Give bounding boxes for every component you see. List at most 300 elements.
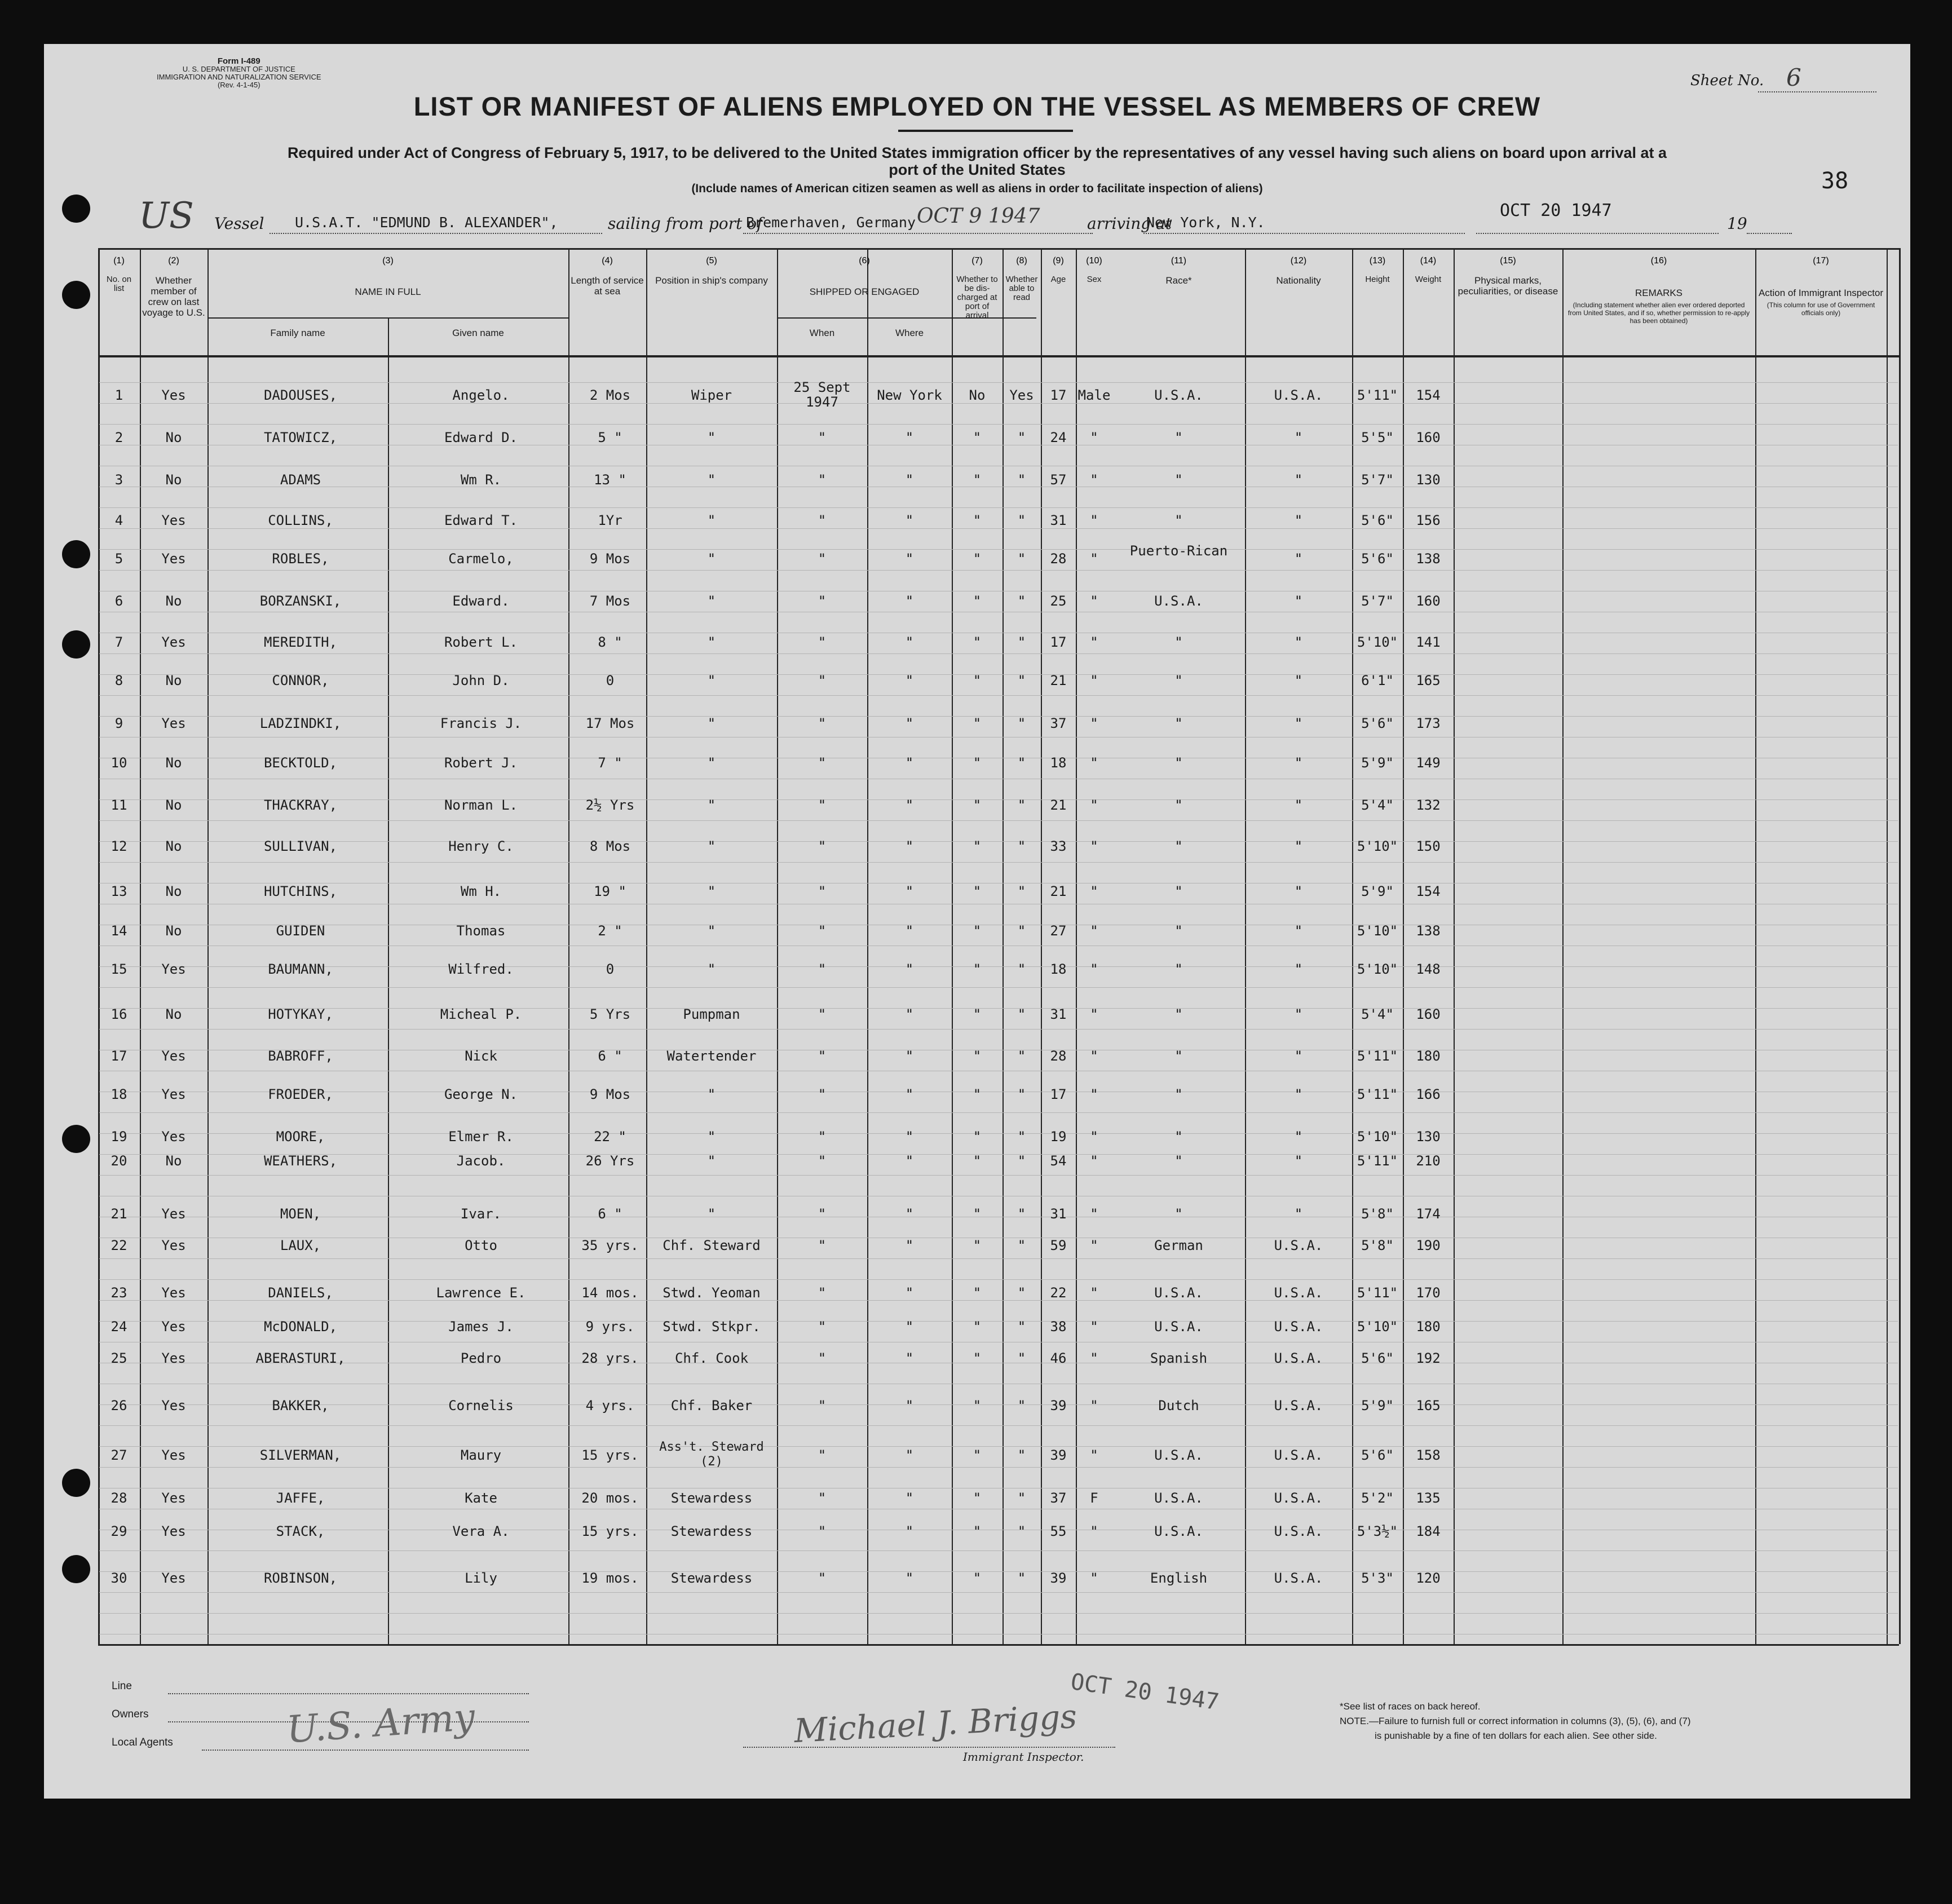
cell-weight: 192 (1416, 1350, 1441, 1366)
cell-sex: " (1090, 673, 1098, 688)
cell-position: " (707, 923, 716, 939)
cell-position: Chf. Baker (670, 1398, 753, 1413)
cell-race: " (1174, 923, 1183, 939)
cell-height: 5'11" (1357, 1285, 1398, 1301)
cell-prev: Yes (161, 1129, 186, 1145)
cell-family: STACK, (276, 1523, 325, 1539)
cell-family: BABROFF, (268, 1048, 333, 1064)
cell-prev: Yes (161, 1319, 186, 1335)
cell-sex: " (1090, 1238, 1098, 1253)
cell-read: " (1017, 1238, 1026, 1253)
cell-family: ADAMS (280, 472, 321, 488)
cell-age: 25 (1050, 593, 1067, 609)
punch-hole (62, 1469, 90, 1497)
cell-weight: 160 (1416, 1006, 1441, 1022)
cell-service: 15 yrs. (581, 1447, 639, 1463)
cell-prev: No (165, 883, 182, 899)
cell-when: " (818, 551, 827, 567)
cell-read: " (1017, 1006, 1026, 1022)
cell-weight: 120 (1416, 1570, 1441, 1586)
page-title: LIST OR MANIFEST OF ALIENS EMPLOYED ON THE VESSEL AS MEMBERS OF CREW (413, 91, 1541, 121)
cell-service: 8 Mos (589, 838, 631, 854)
cell-where: " (905, 838, 914, 854)
cell-family: JAFFE, (276, 1490, 325, 1506)
cell-disch: " (973, 472, 982, 488)
cell-read: " (1017, 1048, 1026, 1064)
races-note: *See list of races on back hereof. (1340, 1701, 1481, 1712)
cell-where: New York (877, 387, 942, 403)
cell-nat: " (1294, 838, 1303, 854)
cell-position: " (707, 634, 716, 650)
cell-nat: U.S.A. (1274, 1398, 1323, 1413)
cell-prev: Yes (161, 961, 186, 977)
cell-where: " (905, 551, 914, 567)
cell-where: " (905, 797, 914, 813)
cell-given: Henry C. (448, 838, 514, 854)
cell-family: HOTYKAY, (268, 1006, 333, 1022)
cell-age: 37 (1050, 715, 1067, 731)
cell-height: 5'9" (1361, 1398, 1394, 1413)
cell-given: Ivar. (460, 1206, 502, 1222)
cell-height: 5'9" (1361, 883, 1394, 899)
cell-prev: Yes (161, 1570, 186, 1586)
cell-race: U.S.A. (1154, 1447, 1203, 1463)
cell-service: 2 " (598, 923, 622, 939)
cell-no: 2 (114, 430, 123, 445)
cell-disch: " (973, 923, 982, 939)
cell-disch: " (973, 513, 982, 528)
cell-service: 26 Yrs (585, 1153, 635, 1169)
cell-disch: " (973, 1350, 982, 1366)
cell-where: " (905, 1238, 914, 1253)
cell-weight: 165 (1416, 1398, 1441, 1413)
cell-no: 27 (111, 1447, 127, 1463)
cell-where: " (905, 430, 914, 445)
vessel-label: Vessel (214, 214, 264, 233)
cell-race: " (1174, 961, 1183, 977)
cell-service: 15 yrs. (581, 1523, 639, 1539)
cell-no: 24 (111, 1319, 127, 1335)
cell-age: 33 (1050, 838, 1067, 854)
cell-read: " (1017, 755, 1026, 771)
cell-race: English (1150, 1570, 1208, 1586)
cell-no: 12 (111, 838, 127, 854)
penalty-note: NOTE.—Failure to furnish full or correct information in columns (3), (5), (6), and (7) (1340, 1716, 1691, 1726)
cell-disch: " (973, 551, 982, 567)
cell-nat: U.S.A. (1274, 1447, 1323, 1463)
cell-height: 5'6" (1361, 1350, 1394, 1366)
column-number: (1) (113, 256, 125, 266)
cell-when: " (818, 1153, 827, 1169)
cell-read: " (1017, 1206, 1026, 1222)
cell-no: 28 (111, 1490, 127, 1506)
cell-race: U.S.A. (1154, 593, 1203, 609)
cell-weight: 180 (1416, 1319, 1441, 1335)
column-number: (7) (971, 256, 983, 266)
cell-family: THACKRAY, (263, 797, 338, 813)
column-number: (17) (1813, 256, 1829, 266)
cell-prev: Yes (161, 1490, 186, 1506)
cell-age: 17 (1050, 387, 1067, 403)
cell-age: 18 (1050, 755, 1067, 771)
cell-where: " (905, 961, 914, 977)
cell-nat: " (1294, 430, 1303, 445)
cell-family: DADOUSES, (263, 387, 338, 403)
cell-where: " (905, 1570, 914, 1586)
cell-family: GUIDEN (276, 923, 325, 939)
cell-prev: No (165, 1006, 182, 1022)
cell-given: Wilfred. (448, 961, 514, 977)
cell-when: " (818, 1319, 827, 1335)
cell-height: 5'11" (1357, 387, 1398, 403)
cell-given: Wm H. (460, 883, 502, 899)
cell-sex: " (1090, 715, 1098, 731)
cell-read: " (1017, 472, 1026, 488)
cell-weight: 130 (1416, 472, 1441, 488)
cell-read: " (1017, 883, 1026, 899)
cell-read: " (1017, 673, 1026, 688)
cell-race: " (1174, 430, 1183, 445)
cell-prev: Yes (161, 715, 186, 731)
cell-given: Robert J. (444, 755, 518, 771)
cell-weight: 158 (1416, 1447, 1441, 1463)
cell-height: 6'1" (1361, 673, 1394, 688)
cell-age: 18 (1050, 961, 1067, 977)
cell-prev: Yes (161, 1238, 186, 1253)
cell-race: " (1174, 1206, 1183, 1222)
cell-family: SULLIVAN, (263, 838, 338, 854)
cell-position: " (707, 1206, 716, 1222)
cell-no: 16 (111, 1006, 127, 1022)
cell-race: " (1174, 715, 1183, 731)
cell-when: " (818, 1285, 827, 1301)
cell-sex: " (1090, 634, 1098, 650)
cell-height: 5'11" (1357, 1086, 1398, 1102)
cell-no: 3 (114, 472, 123, 488)
cell-weight: 135 (1416, 1490, 1441, 1506)
penalty-note-cont: is punishable by a fine of ten dollars for each alien. See other side. (1375, 1730, 1657, 1741)
cell-weight: 160 (1416, 593, 1441, 609)
cell-no: 13 (111, 883, 127, 899)
cell-age: 17 (1050, 1086, 1067, 1102)
column-subheader: When (809, 328, 835, 338)
cell-service: 9 yrs. (585, 1319, 635, 1335)
cell-read: " (1017, 1086, 1026, 1102)
cell-service: 6 " (598, 1206, 622, 1222)
cell-disch: " (973, 673, 982, 688)
cell-family: BAUMANN, (268, 961, 333, 977)
cell-nat: U.S.A. (1274, 1350, 1323, 1366)
department-name: U. S. DEPARTMENT OF JUSTICE (182, 65, 295, 73)
cell-height: 5'10" (1357, 923, 1398, 939)
cell-height: 5'11" (1357, 1048, 1398, 1064)
column-number: (9) (1053, 256, 1064, 266)
cell-service: 19 mos. (581, 1570, 639, 1586)
manifest-sheet (44, 44, 1910, 1799)
cell-read: " (1017, 715, 1026, 731)
cell-given: Micheal P. (440, 1006, 522, 1022)
cell-weight: 173 (1416, 715, 1441, 731)
cell-position: " (707, 430, 716, 445)
cell-given: Edward D. (444, 430, 518, 445)
cell-family: McDONALD, (263, 1319, 338, 1335)
cell-read: " (1017, 1490, 1026, 1506)
column-number: (8) (1016, 256, 1027, 266)
cell-family: ABERASTURI, (255, 1350, 346, 1366)
cell-nat: " (1294, 1153, 1303, 1169)
cell-age: 39 (1050, 1447, 1067, 1463)
column-number: (14) (1420, 256, 1437, 266)
cell-prev: Yes (161, 1523, 186, 1539)
cell-sex: " (1090, 838, 1098, 854)
cell-read: " (1017, 551, 1026, 567)
cell-read: " (1017, 961, 1026, 977)
cell-disch: " (973, 1048, 982, 1064)
cell-when: " (818, 1206, 827, 1222)
column-header: Race* (1165, 275, 1192, 286)
cell-family: LAUX, (280, 1238, 321, 1253)
cell-when: " (818, 923, 827, 939)
column-header: Length of service at sea (571, 275, 644, 297)
cell-nat: " (1294, 634, 1303, 650)
cell-nat: U.S.A. (1274, 1490, 1323, 1506)
cell-no: 10 (111, 755, 127, 771)
cell-read: " (1017, 1285, 1026, 1301)
cell-no: 19 (111, 1129, 127, 1145)
cell-where: " (905, 634, 914, 650)
cell-disch: " (973, 1238, 982, 1253)
cell-race: German (1154, 1238, 1203, 1253)
cell-read: " (1017, 923, 1026, 939)
cell-nat: " (1294, 1048, 1303, 1064)
cell-read: " (1017, 430, 1026, 445)
departure-port: Bremerhaven, Germany (746, 214, 916, 231)
cell-service: 14 mos. (581, 1285, 639, 1301)
cell-disch: " (973, 1319, 982, 1335)
cell-nat: " (1294, 1086, 1303, 1102)
cell-service: 7 Mos (589, 593, 631, 609)
cell-family: LADZINDKI, (259, 715, 342, 731)
cell-service: 4 yrs. (585, 1398, 635, 1413)
punch-hole (62, 281, 90, 309)
cell-read: " (1017, 1398, 1026, 1413)
cell-height: 5'3" (1361, 1570, 1394, 1586)
cell-age: 57 (1050, 472, 1067, 488)
cell-age: 39 (1050, 1570, 1067, 1586)
cell-weight: 154 (1416, 883, 1441, 899)
column-header: Nationality (1276, 275, 1321, 286)
cell-where: " (905, 1447, 914, 1463)
cell-where: " (905, 673, 914, 688)
cell-service: 5 Yrs (589, 1006, 631, 1022)
cell-disch: " (973, 1447, 982, 1463)
column-number: (11) (1171, 256, 1187, 266)
cell-given: Robert L. (444, 634, 518, 650)
cell-position: " (707, 755, 716, 771)
cell-no: 8 (114, 673, 123, 688)
cell-given: Wm R. (460, 472, 502, 488)
cell-disch: " (973, 1153, 982, 1169)
cell-race: " (1174, 634, 1183, 650)
cell-height: 5'5" (1361, 430, 1394, 445)
cell-given: Elmer R. (448, 1129, 514, 1145)
cell-height: 5'10" (1357, 961, 1398, 977)
cell-prev: No (165, 755, 182, 771)
cell-disch: " (973, 1129, 982, 1145)
cell-nat: " (1294, 715, 1303, 731)
cell-disch: " (973, 1086, 982, 1102)
requirement-line-1: Required under Act of Congress of February 5, 1917, to be delivered to the United States immigration officer by the representatives of any vessel having such aliens on board upon arrival at a (287, 144, 1667, 161)
cell-when: " (818, 1129, 827, 1145)
vessel-name: U.S.A.T. "EDMUND B. ALEXANDER", (295, 214, 558, 231)
inspector-label: Immigrant Inspector. (963, 1750, 1084, 1764)
arrival-port: New York, N.Y. (1146, 214, 1265, 231)
inspection-date-stamp: OCT 20 1947 (1069, 1668, 1221, 1716)
cell-disch: No (969, 387, 986, 403)
cell-where: " (905, 1153, 914, 1169)
cell-sex: " (1090, 430, 1098, 445)
column-header: NAME IN FULL (355, 286, 421, 297)
cell-no: 26 (111, 1398, 127, 1413)
cell-when: " (818, 634, 827, 650)
cell-read: " (1017, 1447, 1026, 1463)
cell-race: " (1174, 673, 1183, 688)
column-header: REMARKS (1635, 288, 1683, 298)
column-subheader: Family name (270, 328, 325, 338)
cell-when: " (818, 1447, 827, 1463)
cell-nat: " (1294, 551, 1303, 567)
cell-service: 8 " (598, 634, 622, 650)
column-subheader: Where (895, 328, 924, 338)
cell-sex: " (1090, 1206, 1098, 1222)
cell-read: " (1017, 1319, 1026, 1335)
cell-family: CONNOR, (272, 673, 329, 688)
cell-prev: Yes (161, 1206, 186, 1222)
cell-read: " (1017, 513, 1026, 528)
cell-nat: " (1294, 883, 1303, 899)
arriving-label: arriving at (1087, 214, 1172, 233)
cell-read: " (1017, 1523, 1026, 1539)
cell-family: SILVERMAN, (259, 1447, 342, 1463)
cell-when: " (818, 593, 827, 609)
cell-disch: " (973, 755, 982, 771)
column-header-note: (Including statement whether alien ever ordered deported from United States, and if so, whether permission to re-apply has been obtained) (1567, 301, 1750, 325)
cell-height: 5'10" (1357, 838, 1398, 854)
column-number: (5) (706, 256, 717, 266)
cell-sex: " (1090, 1048, 1098, 1064)
cell-where: " (905, 1006, 914, 1022)
cell-position: Stwd. Yeoman (663, 1285, 761, 1301)
cell-nat: " (1294, 1006, 1303, 1022)
cell-where: " (905, 1319, 914, 1335)
cell-no: 23 (111, 1285, 127, 1301)
cell-position: " (707, 551, 716, 567)
cell-race: U.S.A. (1154, 1523, 1203, 1539)
cell-age: 31 (1050, 513, 1067, 528)
cell-prev: Yes (161, 513, 186, 528)
cell-when: " (818, 755, 827, 771)
cell-where: " (905, 883, 914, 899)
cell-prev: No (165, 838, 182, 854)
cell-age: 24 (1050, 430, 1067, 445)
cell-given: Lily (465, 1570, 497, 1586)
cell-age: 27 (1050, 923, 1067, 939)
cell-age: 54 (1050, 1153, 1067, 1169)
cell-family: DANIELS, (268, 1285, 333, 1301)
cell-given: Pedro (460, 1350, 502, 1366)
cell-age: 28 (1050, 551, 1067, 567)
column-header: Physical marks, peculiarities, or disease (1458, 275, 1558, 297)
include-note: (Include names of American citizen seamen as well as aliens in order to facilitate inspection of aliens) (691, 182, 1263, 195)
column-number: (13) (1369, 256, 1386, 266)
cell-service: 0 (606, 961, 615, 977)
cell-prev: No (165, 673, 182, 688)
cell-where: " (905, 1398, 914, 1413)
cell-prev: No (165, 430, 182, 445)
cell-where: " (905, 1129, 914, 1145)
cell-family: MEREDITH, (263, 634, 338, 650)
cell-nat: " (1294, 593, 1303, 609)
cell-family: HUTCHINS, (263, 883, 338, 899)
cell-given: Lawrence E. (436, 1285, 526, 1301)
cell-given: Cornelis (448, 1398, 514, 1413)
cell-age: 59 (1050, 1238, 1067, 1253)
cell-weight: 174 (1416, 1206, 1441, 1222)
cell-height: 5'4" (1361, 797, 1394, 813)
cell-height: 5'10" (1357, 1319, 1398, 1335)
form-revision: (Rev. 4-1-45) (217, 81, 260, 89)
cell-when: " (818, 1570, 827, 1586)
cell-prev: No (165, 593, 182, 609)
cell-given: Carmelo, (448, 551, 514, 567)
cell-where: " (905, 593, 914, 609)
column-header: Whether member of crew on last voyage to U.S. (142, 275, 205, 318)
punch-hole (62, 195, 90, 223)
cell-prev: Yes (161, 1350, 186, 1366)
cell-weight: 166 (1416, 1086, 1441, 1102)
column-header: Age (1050, 275, 1066, 284)
cell-when: " (818, 883, 827, 899)
cell-when: " (818, 715, 827, 731)
cell-read: " (1017, 634, 1026, 650)
cell-weight: 180 (1416, 1048, 1441, 1064)
cell-height: 5'7" (1361, 593, 1394, 609)
cell-prev: No (165, 1153, 182, 1169)
cell-height: 5'9" (1361, 755, 1394, 771)
cell-service: 9 Mos (589, 1086, 631, 1102)
cell-height: 5'8" (1361, 1238, 1394, 1253)
cell-race: " (1174, 797, 1183, 813)
cell-race: " (1174, 1086, 1183, 1102)
cell-weight: 160 (1416, 430, 1441, 445)
cell-position: Stewardess (670, 1523, 753, 1539)
cell-given: Maury (460, 1447, 502, 1463)
cell-service: 2½ Yrs (585, 797, 635, 813)
cell-position: Stewardess (670, 1570, 753, 1586)
cell-position: " (707, 715, 716, 731)
cell-family: MOEN, (280, 1206, 321, 1222)
cell-position: Wiper (691, 387, 732, 403)
cell-no: 18 (111, 1086, 127, 1102)
cell-position: " (707, 1086, 716, 1102)
cell-no: 20 (111, 1153, 127, 1169)
cell-no: 21 (111, 1206, 127, 1222)
cell-sex: " (1090, 593, 1098, 609)
cell-where: " (905, 1206, 914, 1222)
cell-prev: No (165, 923, 182, 939)
cell-nat: U.S.A. (1274, 1319, 1323, 1335)
cell-no: 7 (114, 634, 123, 650)
